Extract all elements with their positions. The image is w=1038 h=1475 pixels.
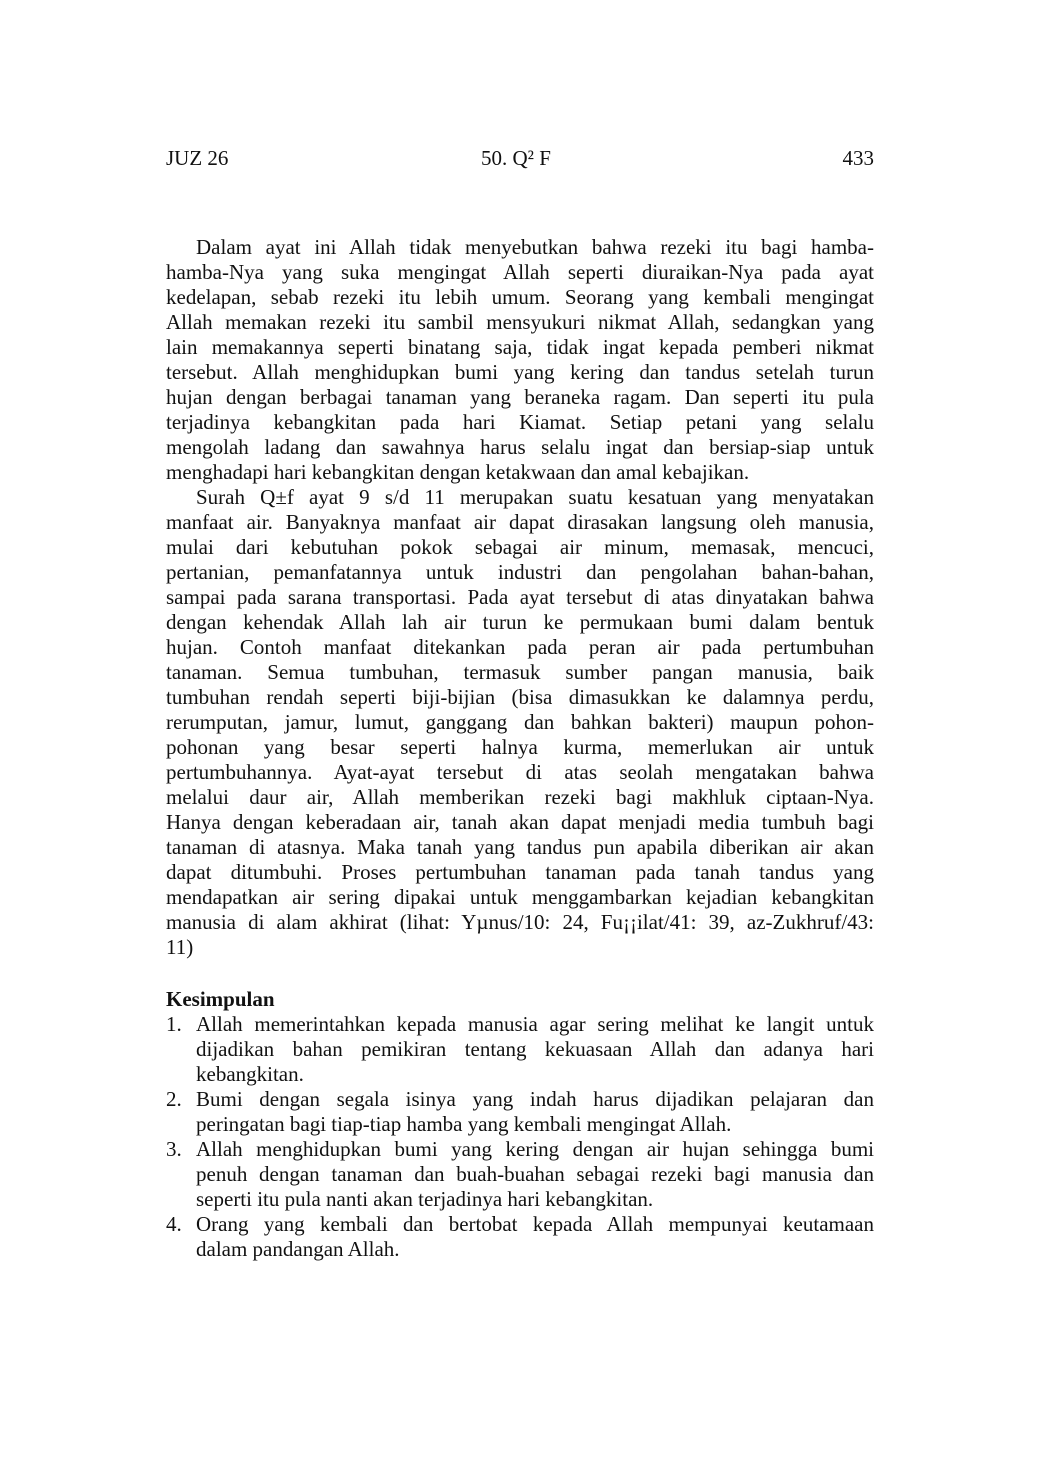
text-line: seperti itu pula nanti akan terjadinya hari kebangkitan. bbox=[196, 1187, 654, 1211]
text-line: Allah memakan rezeki itu sambil mensyukuri nikmat Allah, sedangkan yang bbox=[166, 310, 874, 334]
text-line: mengolah ladang dan sawahnya harus selalu ingat dan bersiap-siap untuk bbox=[166, 435, 874, 459]
text-line: Orang yang kembali dan bertobat kepada Allah mempunyai keutamaan bbox=[196, 1212, 874, 1236]
conclusion-item bbox=[166, 1012, 874, 1087]
text-line: Allah memerintahkan kepada manusia agar sering melihat ke langit untuk bbox=[196, 1012, 874, 1036]
text-line: tanaman di atasnya. Maka tanah yang tandus pun apabila diberikan air akan bbox=[166, 835, 874, 859]
conclusion-item bbox=[166, 1212, 874, 1262]
text-line: 11) bbox=[166, 935, 194, 959]
body-text bbox=[166, 235, 874, 1262]
text-line: dalam pandangan Allah. bbox=[196, 1237, 400, 1261]
item-number: 4. bbox=[166, 1212, 182, 1236]
text-line: manfaat air. Banyaknya manfaat air dapat dirasakan langsung oleh manusia, bbox=[166, 510, 874, 534]
text-line: dapat ditumbuhi. Proses pertumbuhan tanaman pada tanah tandus yang bbox=[166, 860, 874, 884]
text-line: pertumbuhannya. Ayat-ayat tersebut di atas seolah mengatakan bahwa bbox=[166, 760, 874, 784]
running-header-juz: JUZ 26 bbox=[166, 146, 229, 170]
text-line: peringatan bagi tiap-tiap hamba yang kembali mengingat Allah. bbox=[196, 1112, 732, 1136]
text-line: rerumputan, jamur, lumut, ganggang dan bahkan bakteri) maupun pohon- bbox=[166, 710, 874, 734]
text-line: tanaman. Semua tumbuhan, termasuk sumber pangan manusia, baik bbox=[166, 660, 874, 684]
text-line: Dalam ayat ini Allah tidak menyebutkan bahwa rezeki itu bagi hamba- bbox=[196, 235, 874, 259]
item-number: 1. bbox=[166, 1012, 182, 1036]
text-line: mulai dari kebutuhan pokok sebagai air minum, memasak, mencuci, bbox=[166, 535, 874, 559]
text-line: sampai pada sarana transportasi. Pada ayat tersebut di atas dinyatakan bahwa bbox=[166, 585, 874, 609]
page-number: 433 bbox=[842, 146, 874, 170]
text-line: Surah Q±f ayat 9 s/d 11 merupakan suatu kesatuan yang menyatakan bbox=[196, 485, 874, 509]
text-line: dengan kehendak Allah lah air turun ke permukaan bumi dalam bentuk bbox=[166, 610, 874, 634]
text-line: kebangkitan. bbox=[196, 1062, 304, 1086]
paragraph bbox=[166, 235, 874, 485]
conclusion-item bbox=[166, 1137, 874, 1212]
text-line: hujan. Contoh manfaat ditekankan pada peran air pada pertumbuhan bbox=[166, 635, 874, 659]
text-line: lain memakannya seperti binatang saja, tidak ingat kepada pemberi nikmat bbox=[166, 335, 874, 359]
text-line: manusia di alam akhirat (lihat: Yµnus/10: 24, Fu¡¡ilat/41: 39, az-Zukhruf/43: bbox=[166, 910, 874, 934]
text-line: melalui daur air, Allah memberikan rezeki bagi makhluk ciptaan-Nya. bbox=[166, 785, 874, 809]
text-line: Allah menghidupkan bumi yang kering dengan air hujan sehingga bumi bbox=[196, 1137, 874, 1161]
text-line: pertanian, pemanfatannya untuk industri dan pengolahan bahan-bahan, bbox=[166, 560, 874, 584]
item-number: 2. bbox=[166, 1087, 182, 1111]
paragraph bbox=[166, 485, 874, 960]
text-line: hujan dengan berbagai tanaman yang beraneka ragam. Dan seperti itu pula bbox=[166, 385, 874, 409]
item-number: 3. bbox=[166, 1137, 182, 1161]
text-line: pohonan yang besar seperti halnya kurma, memerlukan air untuk bbox=[166, 735, 874, 759]
text-line: kedelapan, sebab rezeki itu lebih umum. Seorang yang kembali mengingat bbox=[166, 285, 874, 309]
conclusion-list bbox=[166, 1012, 874, 1262]
text-line: mendapatkan air sering dipakai untuk menggambarkan kejadian kebangkitan bbox=[166, 885, 874, 909]
text-line: tumbuhan rendah seperti biji-bijian (bisa dimasukkan ke dalamnya perdu, bbox=[166, 685, 874, 709]
text-line: Hanya dengan keberadaan air, tanah akan dapat menjadi media tumbuh bagi bbox=[166, 810, 874, 834]
text-line: dijadikan bahan pemikiran tentang kekuasaan Allah dan adanya hari bbox=[196, 1037, 874, 1061]
conclusion-item bbox=[166, 1087, 874, 1137]
running-header-surah: 50. Q² F bbox=[481, 146, 551, 170]
text-line: menghadapi hari kebangkitan dengan ketakwaan dan amal kebajikan. bbox=[166, 460, 750, 484]
text-line: penuh dengan tanaman dan buah-buahan sebagai rezeki bagi manusia dan bbox=[196, 1162, 874, 1186]
text-line: hamba-Nya yang suka mengingat Allah seperti diuraikan-Nya pada ayat bbox=[166, 260, 874, 284]
conclusion-heading: Kesimpulan bbox=[166, 987, 275, 1011]
text-line: Bumi dengan segala isinya yang indah harus dijadikan pelajaran dan bbox=[196, 1087, 874, 1111]
text-line: terjadinya kebangkitan pada hari Kiamat. Setiap petani yang selalu bbox=[166, 410, 874, 434]
text-line: tersebut. Allah menghidupkan bumi yang kering dan tandus setelah turun bbox=[166, 360, 874, 384]
